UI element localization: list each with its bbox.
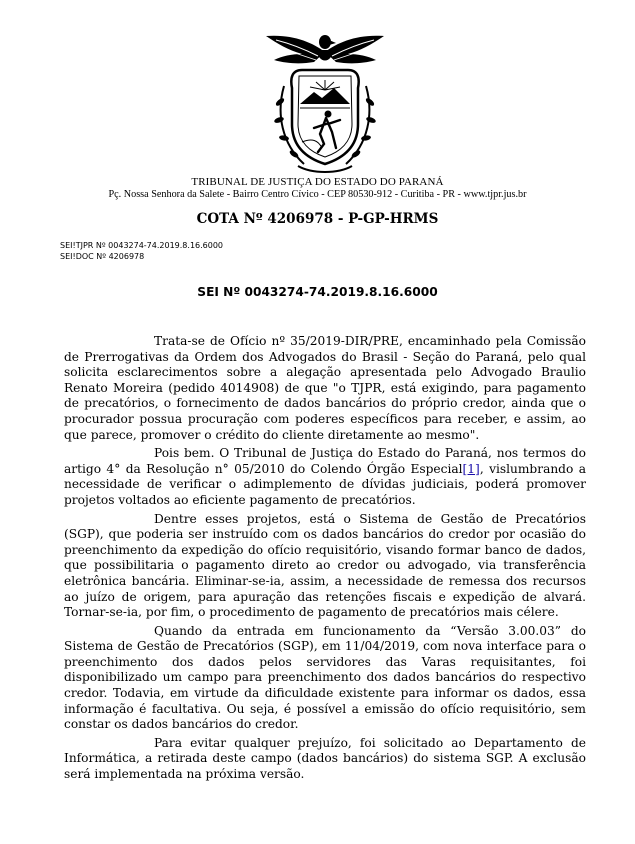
sei-heading: SEI Nº 0043274-74.2019.8.16.6000 [197, 285, 438, 299]
document-body [64, 334, 586, 786]
coat-of-arms-icon [262, 24, 388, 176]
paragraph-4: Quando da entrada em funcionamento da “Versão 3.00.03” do Sistema de Gestão de Precatórios (SGP), em 11/04/2019, com nova interface para o preenchimento dos dados pelos servidores das Varas requisitantes, foi disponibilizado um campo para preenchimento dos dados bancários do respectivo credor. Todavia, em virtude da dificuldade existente para informar os dados, essa informação é facultativa. Ou seja, é possível a emissão do ofício requisitório, sem constar os dados bancários do credor. [64, 623, 586, 732]
sei-tjpr-number: SEI!TJPR Nº 0043274-74.2019.8.16.6000 [60, 241, 224, 250]
institution-name: TRIBUNAL DE JUSTIÇA DO ESTADO DO PARANÁ [191, 176, 444, 188]
paragraph-1: Trata-se de Ofício nº 35/2019-DIR/PRE, encaminhado pela Comissão de Prerrogativas da Ordem dos Advogados do Brasil - Seção do Paraná, pelo qual solicita esclarecimentos sobre a alegação apresentada pelo Advogado Braulio Renato Moreira (pedido 4014908) de que "o TJPR, está exigindo, para pagamento de precatórios, o fornecimento de dados bancários do próprio credor, ainda que o procurador possua procuração com poderes específicos para receber, e assim, ao que parece, promover o crédito do cliente diretamente ao mesmo". [64, 334, 586, 442]
sei-doc-number: SEI!DOC Nº 4206978 [60, 252, 145, 261]
paragraph-2 [64, 446, 586, 508]
paragraph-2-end: , vislumbrando a necessidade de verificar o adimplemento de dívidas judiciais, poderá promover projetos voltados ao eficiente pagamento de precatórios. [64, 461, 586, 507]
paragraph-2-text: Pois bem. O Tribunal de Justiça do Estado do Paraná, nos termos do artigo 4° da Resolução n° 05/2010 do Colendo Órgão Especial [64, 446, 586, 476]
paragraph-5: Para evitar qualquer prejuízo, foi solicitado ao Departamento de Informática, a retirada deste campo (dados bancários) do sistema SGP. A exclusão será implementada na próxima versão. [64, 735, 586, 782]
document-title: COTA Nº 4206978 - P-GP-HRMS [196, 211, 439, 227]
paragraph-3: Dentre esses projetos, está o Sistema de Gestão de Precatórios (SGP), que poderia ser instruído com os dados bancários do credor por ocasião do preenchimento da expedição do ofício requisitório, visando formar banco de dados, que possibilitaria o pagamento direto ao credor ou advogado, via transferência eletrônica bancária. Eliminar-se-ia, assim, a necessidade de remessa dos recursos ao juízo de origem, para apuração das retenções fiscais e expedição de alvará. Tornar-se-ia, por fim, o procedimento de pagamento de precatórios mais célere. [64, 511, 586, 620]
institution-address: Pç. Nossa Senhora da Salete - Bairro Centro Cívico - CEP 80530-912 - Curitiba - PR - www.tjpr.jus.br [108, 189, 527, 200]
footnote-link[interactable]: [1] [462, 461, 480, 476]
